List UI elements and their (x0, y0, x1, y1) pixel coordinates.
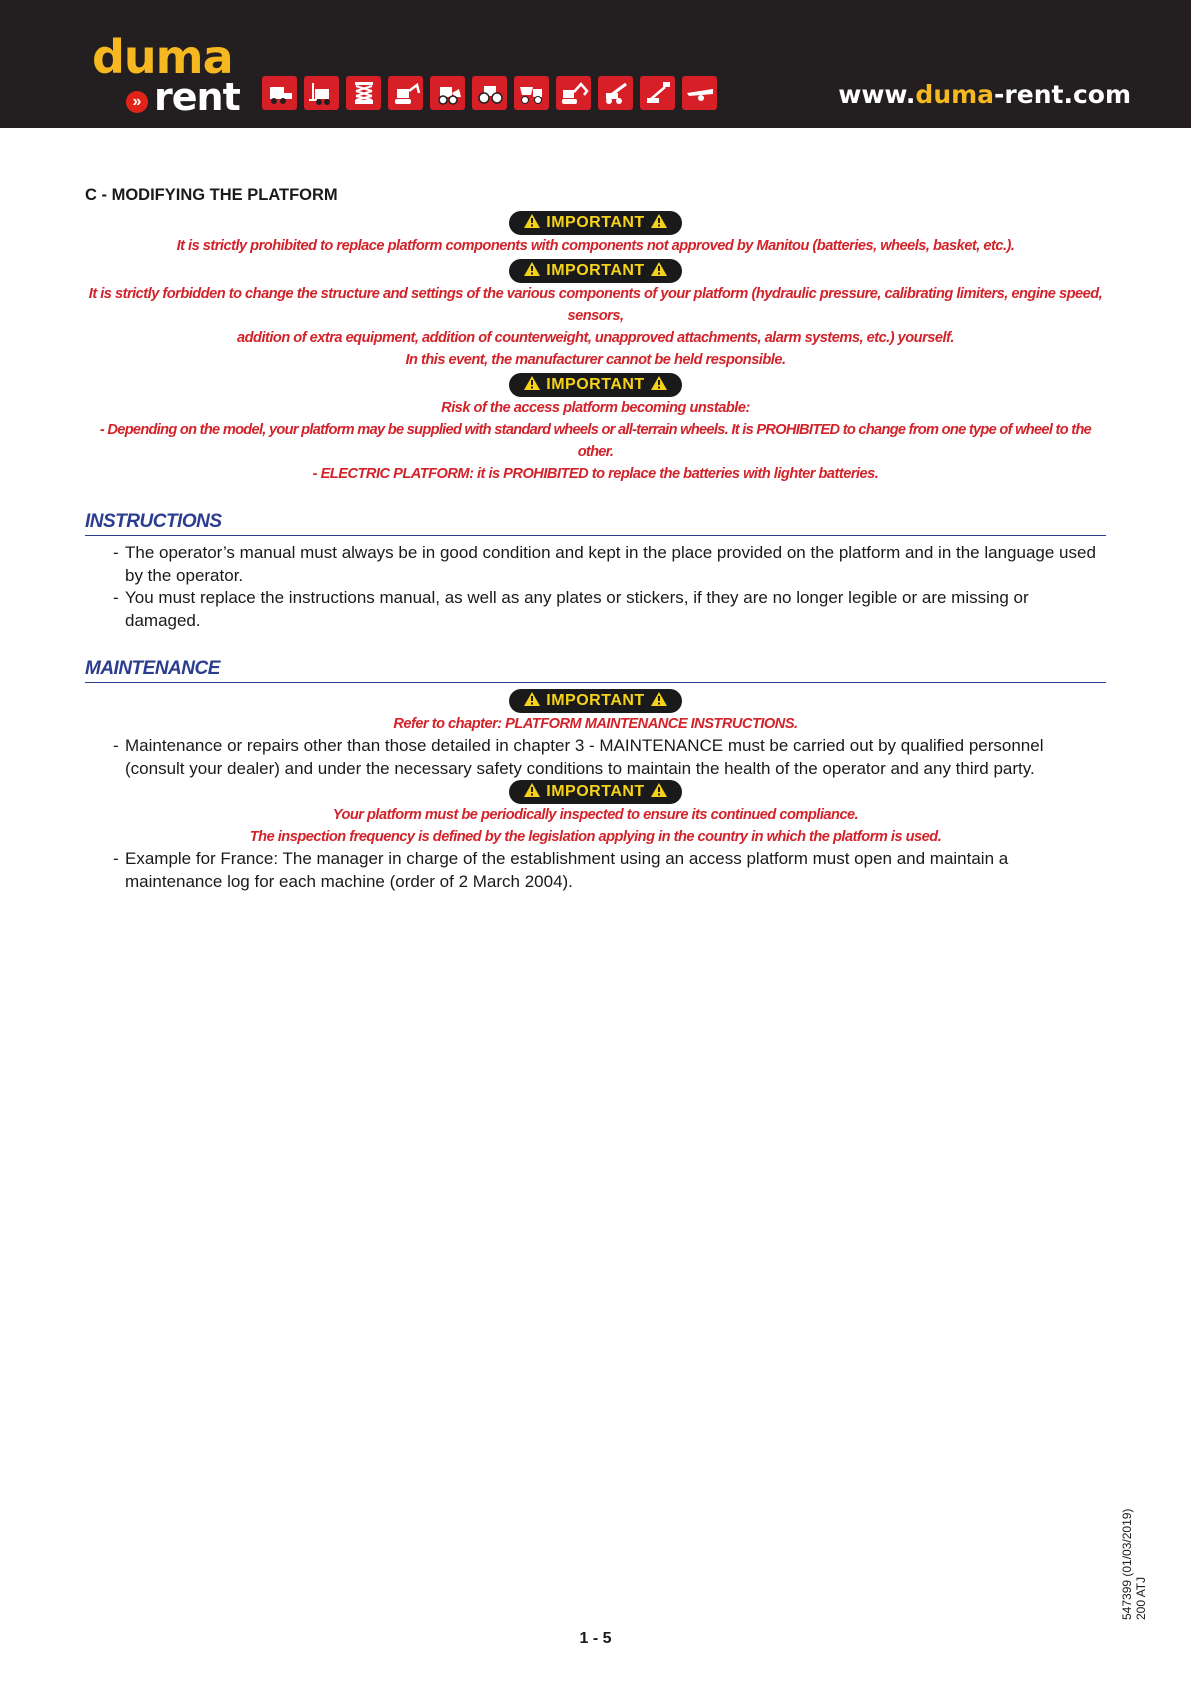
warning-text: - Depending on the model, your platform may be supplied with standard wheels or all-terrain wheels. It is PROHIBITED to change from one type of wheel to the other. (99, 422, 1092, 460)
warning-text: The inspection frequency is defined by the legislation applying in the country in which the platform is used. (249, 829, 942, 845)
important-badge-wrap (85, 780, 1106, 804)
duma-rent-logo[interactable] (92, 30, 242, 120)
important-badge-label: IMPORTANT (546, 692, 645, 709)
maintenance-heading (85, 658, 1106, 683)
warning-text: It is strictly forbidden to change the structure and settings of the various components of your platform (hydraulic pressure, calibrating limiters, engine speed, sensors, (88, 286, 1103, 324)
warning-block (85, 235, 1106, 257)
maintenance-list (85, 848, 1106, 893)
warning-triangle-icon (650, 782, 668, 798)
excavator-icon (556, 76, 591, 110)
important-badge-wrap (85, 211, 1106, 235)
warning-triangle-icon (650, 261, 668, 277)
url-prefix: www. (838, 80, 916, 109)
wheel-loader-icon (430, 76, 465, 110)
list-item: - You must replace the instructions manual, as well as any plates or stickers, if they are no longer legible or are missing or damaged. (113, 587, 1106, 632)
document-model: 200 ATJ (1134, 1576, 1148, 1620)
warning-triangle-icon (523, 782, 541, 798)
compactor-icon (472, 76, 507, 110)
list-item: - Maintenance or repairs other than those detailed in chapter 3 - MAINTENANCE must be carried out by qualified personnel (consult your dealer) and under the necessary safety conditions to maintain the health of the operator and any third party. (113, 735, 1106, 780)
warning-text: - ELECTRIC PLATFORM: it is PROHIBITED to replace the batteries with lighter batteries. (312, 466, 879, 482)
warning-triangle-icon (523, 691, 541, 707)
important-badge-wrap (85, 373, 1106, 397)
document-reference (1120, 1509, 1148, 1620)
list-item: - The operator’s manual must always be in good condition and kept in the place provided on the platform and in the language used by the operator. (113, 542, 1106, 587)
maintenance-heading-text: MAINTENANCE (85, 658, 220, 679)
scissor-lift-icon (346, 76, 381, 110)
warning-text: It is strictly prohibited to replace platform components with components not approved by Manitou (batteries, wheels, basket, etc.). (176, 238, 1015, 254)
warning-triangle-icon (523, 375, 541, 391)
warning-triangle-icon (523, 213, 541, 229)
url-suffix: -rent.com (994, 80, 1131, 109)
dumper-icon (514, 76, 549, 110)
warning-block (85, 397, 1106, 485)
logo-arrow-icon: » (126, 91, 148, 113)
warning-text: In this event, the manufacturer cannot be held responsible. (405, 352, 786, 368)
website-url[interactable] (838, 80, 1131, 109)
skid-steer-icon (262, 76, 297, 110)
instructions-list (85, 542, 1106, 632)
important-badge (509, 373, 681, 397)
logo-rent-text: rent (154, 75, 240, 119)
forklift-icon (304, 76, 339, 110)
machine-icon-strip (262, 76, 717, 110)
warning-triangle-icon (523, 261, 541, 277)
important-badge-label: IMPORTANT (546, 262, 645, 279)
important-badge (509, 259, 681, 283)
warning-text: Risk of the access platform becoming unstable: (441, 400, 750, 416)
instructions-heading-text: INSTRUCTIONS (85, 511, 222, 532)
warning-text: addition of extra equipment, addition of counterweight, unapproved attachments, alarm systems, etc.) yourself. (237, 330, 954, 346)
important-badge (509, 780, 681, 804)
trailer-icon (682, 76, 717, 110)
warning-triangle-icon (650, 375, 668, 391)
maintenance-list (85, 735, 1106, 780)
warning-triangle-icon (650, 691, 668, 707)
section-title: C - MODIFYING THE PLATFORM (85, 186, 338, 204)
important-badge (509, 211, 681, 235)
url-highlight: duma (915, 80, 995, 109)
important-badge-wrap (85, 259, 1106, 283)
header-bar (0, 0, 1191, 128)
telehandler-icon (598, 76, 633, 110)
important-badge (509, 689, 681, 713)
important-badge-label: IMPORTANT (546, 376, 645, 393)
page-number: 1 - 5 (579, 1630, 612, 1647)
important-badge-label: IMPORTANT (546, 783, 645, 800)
important-badge-wrap (85, 689, 1106, 713)
warning-block (85, 283, 1106, 371)
warning-text: Your platform must be periodically inspected to ensure its continued compliance. (332, 807, 859, 823)
mini-excavator-icon (388, 76, 423, 110)
boom-lift-icon (640, 76, 675, 110)
page-content (85, 186, 1106, 893)
logo-duma-text: duma (92, 30, 233, 84)
document-reference-number: 547399 (01/03/2019) (1120, 1508, 1134, 1620)
warning-triangle-icon (650, 213, 668, 229)
important-badge-label: IMPORTANT (546, 214, 645, 231)
instructions-heading (85, 511, 1106, 536)
list-item: - Example for France: The manager in charge of the establishment using an access platform must open and maintain a maintenance log for each machine (order of 2 March 2004). (113, 848, 1106, 893)
warning-text: Refer to chapter: PLATFORM MAINTENANCE INSTRUCTIONS. (393, 716, 798, 732)
